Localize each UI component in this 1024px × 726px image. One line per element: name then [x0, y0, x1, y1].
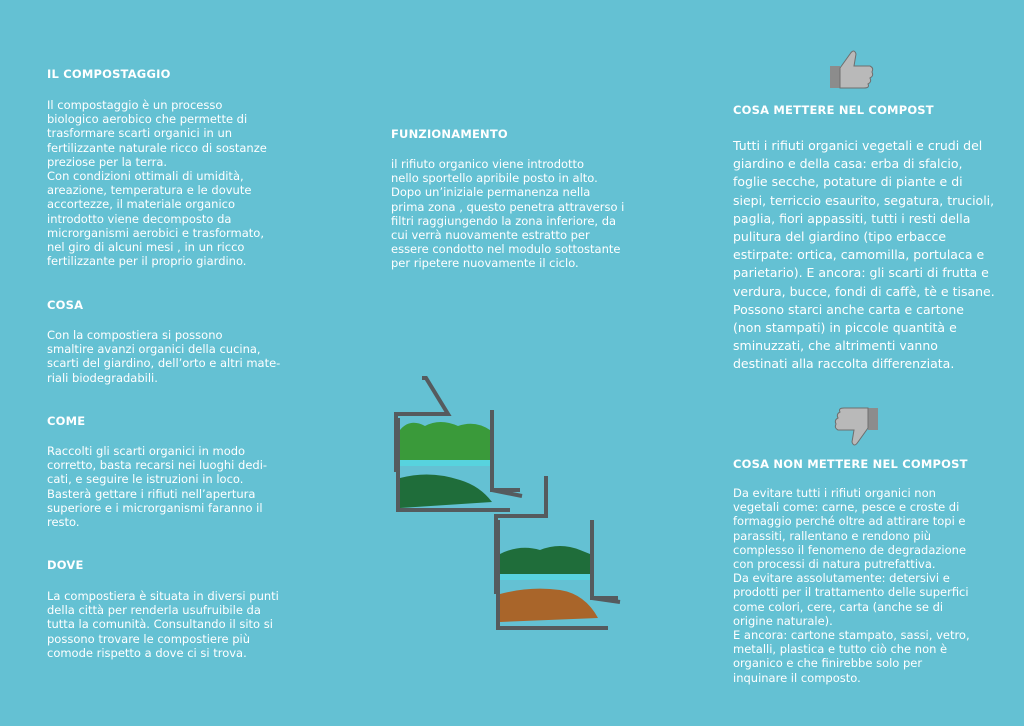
text-line: Dopo un’iniziale permanenza nella — [391, 185, 591, 200]
text-line: destinati alla raccolta differenziata. — [733, 356, 955, 372]
text-line: origine naturale). — [733, 613, 833, 628]
section-compostaggio — [47, 67, 288, 268]
text-line: Da evitare assolutamente: detersivi e — [733, 571, 950, 586]
text-line: Tutti i rifiuti organici vegetali e crudi del — [733, 138, 983, 153]
text-line: giardino e della casa: erba di sfalcio, — [733, 156, 963, 172]
section-dove — [47, 558, 288, 660]
text-line: parietario). E ancora: gli scarti di frutta e — [733, 265, 989, 281]
thumbs-down-icon — [832, 404, 880, 450]
text-line: preziose per la terra. — [47, 154, 168, 169]
text-line: nello sportello apribile posto in alto. — [391, 171, 598, 186]
text-line: cui verrà nuovamente estratto per — [391, 228, 590, 243]
text-line: il rifiuto organico viene introdotto — [391, 157, 585, 171]
lower-dark-green-top — [500, 546, 590, 574]
text-line: sminuzzati, che altrimenti vanno — [733, 338, 938, 354]
heading-cosa-mettere: COSA METTERE NEL COMPOST — [733, 103, 934, 117]
text-line: fertilizzante per il proprio giardino. — [47, 254, 247, 269]
text-line: della città per renderla usufruibile da — [47, 603, 261, 618]
text-line: Con la compostiera si possono — [47, 328, 223, 342]
text-line: con processi di natura putrefattiva. — [733, 557, 936, 572]
text-line: per ripetere nuovamente il ciclo. — [391, 256, 579, 271]
text-line: organico e che finirebbe solo per — [733, 656, 923, 671]
heading-come: COME — [47, 414, 86, 428]
text-line: pulitura del giardino (tipo erbacce — [733, 229, 947, 245]
section-come — [47, 414, 288, 529]
text-line: Da evitare tutti i rifiuti organici non — [733, 486, 936, 500]
text-line: formaggio perché oltre ad attirare topi e — [733, 514, 966, 529]
text-line: introdotto viene decomposto da — [47, 211, 232, 226]
text-line: riali biodegradabili. — [47, 370, 158, 385]
text-cosa-non-mettere — [733, 486, 977, 685]
text-line: nel giro di alcuni mesi , in un ricco — [47, 240, 245, 255]
text-line: Raccolti gli scarti organici in modo — [47, 444, 246, 458]
heading-cosa-non-mettere: COSA NON METTERE NEL COMPOST — [733, 457, 968, 471]
text-compostaggio — [47, 98, 288, 268]
section-cosa — [47, 298, 288, 385]
text-line: corretto, basta recarsi nei luoghi dedi- — [47, 458, 268, 473]
text-line: biologico aerobico che permette di — [47, 112, 248, 127]
text-line: paglia, fiori appassiti, tutti i resti della — [733, 210, 971, 226]
text-line: foglie secche, potature di piante e di — [733, 174, 963, 190]
heading-cosa: COSA — [47, 298, 84, 312]
text-line: Basterà gettare i rifiuti nell’apertura — [47, 486, 256, 501]
text-line: fertilizzante naturale ricco di sostanze — [47, 140, 267, 155]
text-line: siepi, terriccio esaurito, segatura, trucioli, — [733, 192, 995, 208]
text-line: prodotti per il trattamento delle superfici — [733, 585, 969, 600]
text-cosa-mettere — [733, 137, 995, 374]
text-line: possono trovare le compostiere più — [47, 631, 250, 646]
lower-cyan-band — [500, 574, 590, 580]
text-line: resto. — [47, 515, 80, 530]
text-line: filtri raggiungendo la zona inferiore, da — [391, 213, 617, 228]
text-line: scarti del giardino, dell’orto e altri mate- — [47, 356, 281, 371]
text-line: E ancora: cartone stampato, sassi, vetro, — [733, 628, 970, 643]
compost-bin-diagram-icon — [380, 370, 640, 640]
text-line: vegetali come: carne, pesce e croste di — [733, 500, 960, 515]
upper-cyan-band — [400, 460, 490, 466]
text-come — [47, 444, 288, 529]
upper-frame-right — [492, 410, 520, 490]
heading-funzionamento: FUNZIONAMENTO — [391, 127, 508, 141]
heading-compostaggio: IL COMPOSTAGGIO — [47, 67, 171, 81]
upper-green-top — [400, 422, 490, 460]
text-line: essere condotto nel modulo sottostante — [391, 242, 621, 257]
text-cosa — [47, 328, 288, 385]
text-funzionamento — [391, 157, 634, 271]
section-funzionamento — [391, 127, 634, 271]
lower-module — [496, 478, 620, 628]
text-line: superiore e i microrganismi faranno il — [47, 500, 263, 515]
text-line: smaltire avanzi organici della cucina, — [47, 342, 261, 357]
text-line: (non stampati) in piccole quantità e — [733, 320, 957, 336]
text-dove — [47, 589, 288, 660]
text-line: trasformare scarti organici in un — [47, 126, 233, 141]
text-line: cati, e seguire le istruzioni in loco. — [47, 472, 244, 487]
section-cosa-non-mettere — [733, 457, 977, 685]
text-line: metalli, plastica e tutto ciò che non è — [733, 642, 948, 657]
text-line: Possono starci anche carta e cartone — [733, 301, 964, 317]
text-line: complesso il fenomeno de degradazione — [733, 542, 967, 557]
text-line: tutta la comunità. Consultando il sito si — [47, 617, 273, 632]
text-line: inquinare il composto. — [733, 670, 861, 685]
text-line: areazione, temperatura e le dovute — [47, 183, 252, 198]
text-line: microrganismi aerobici e trasformato, — [47, 225, 265, 240]
text-line: comode rispetto a dove ci si trova. — [47, 645, 247, 660]
upper-module — [396, 378, 522, 510]
thumbs-up-icon — [828, 46, 876, 92]
text-line: Con condizioni ottimali di umidità, — [47, 169, 244, 184]
heading-dove: DOVE — [47, 558, 84, 572]
text-line: accortezze, il materiale organico — [47, 197, 236, 212]
text-line: parassiti, rallentano e rendono più — [733, 528, 932, 543]
lower-brown-compost — [500, 589, 598, 622]
text-line: come colori, cere, carta (anche se di — [733, 599, 944, 614]
section-cosa-mettere — [733, 103, 995, 374]
text-line: prima zona , questo penetra attraverso i — [391, 199, 625, 214]
upper-dark-green-bottom — [400, 474, 492, 508]
text-line: verdura, bucce, fondi di caffè, tè e tisane. — [733, 283, 995, 299]
text-line: Il compostaggio è un processo — [47, 98, 223, 112]
text-line: La compostiera è situata in diversi punti — [47, 589, 279, 603]
text-line: estirpate: ortica, camomilla, portulaca e — [733, 247, 985, 263]
lower-frame-right — [592, 520, 618, 598]
